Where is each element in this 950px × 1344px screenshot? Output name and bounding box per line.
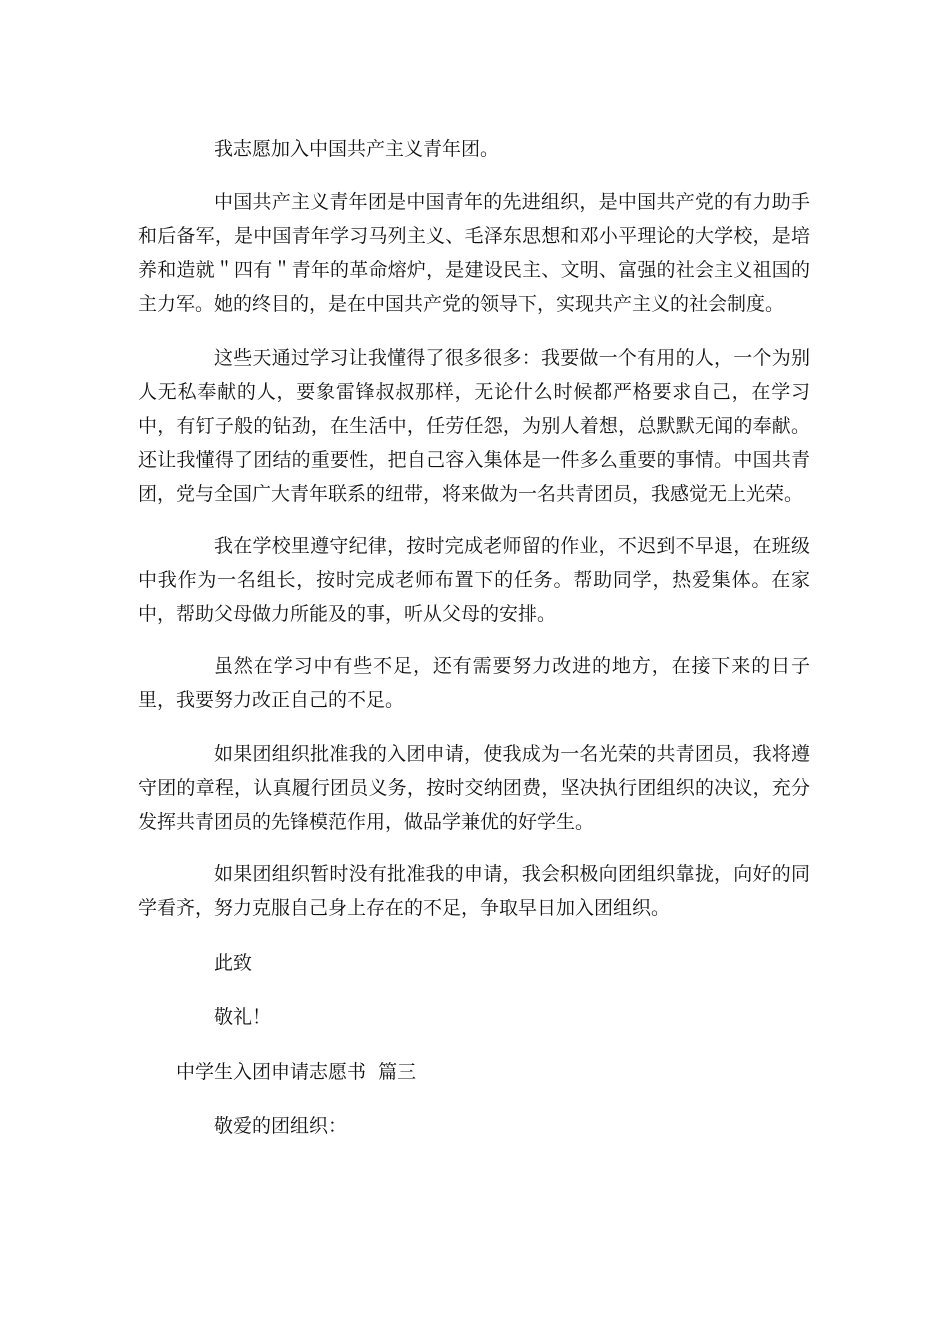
paragraph-league-description: 中国共产主义青年团是中国青年的先进组织，是中国共产党的有力助手和后备军，是中国青年学习马列主义、毛泽东思想和邓小平理论的大学校，是培养和造就＂四有＂青年的革命熔炉，是建设民主、文明、富强的社会主义祖国的主力军。她的终目的，是在中国共产党的领导下，实现共产主义的社会制度。 xyxy=(138,191,810,315)
paragraph-pledge: 如果团组织批准我的入团申请，使我成为一名光荣的共青团员，我将遵守团的章程，认真履行团员义务，按时交纳团费，坚决执行团组织的决议，充分发挥共青团员的先锋模范作用，做品学兼优的好学生。 xyxy=(138,743,810,833)
closing-cizhi: 此致 xyxy=(214,952,253,974)
paragraph-learning: 这些天通过学习让我懂得了很多很多：我要做一个有用的人，一个为别人无私奉献的人，要象雷锋叔叔那样，无论什么时候都严格要求自己，在学习中，有钉子般的钻劲，在生活中，任劳任怨，为别人着想，总默默无闻的奉献。还让我懂得了团结的重要性，把自己容入集体是一件多么重要的事情。中国共青团，党与全国广大青年联系的纽带，将来做为一名共青团员，我感觉无上光荣。 xyxy=(138,347,810,505)
section-heading: 中学生入团申请志愿书 篇三 xyxy=(176,1061,417,1083)
paragraph-intro: 我志愿加入中国共产主义青年团。 xyxy=(214,138,500,160)
paragraph-school-conduct: 我在学校里遵守纪律，按时完成老师留的作业，不迟到不早退，在班级中我作为一名组长，按时完成老师布置下的任务。帮助同学，热爱集体。在家中，帮助父母做力所能及的事，听从父母的安排。 xyxy=(138,535,810,625)
salutation: 敬爱的团组织： xyxy=(214,1115,348,1137)
paragraph-shortcomings: 虽然在学习中有些不足，还有需要努力改进的地方，在接下来的日子里，我要努力改正自己的不足。 xyxy=(138,655,810,711)
closing-jingli: 敬礼！ xyxy=(214,1006,272,1028)
paragraph-if-not-approved: 如果团组织暂时没有批准我的申请，我会积极向团组织靠拢，向好的同学看齐，努力克服自己身上存在的不足，争取早日加入团组织。 xyxy=(138,863,810,919)
